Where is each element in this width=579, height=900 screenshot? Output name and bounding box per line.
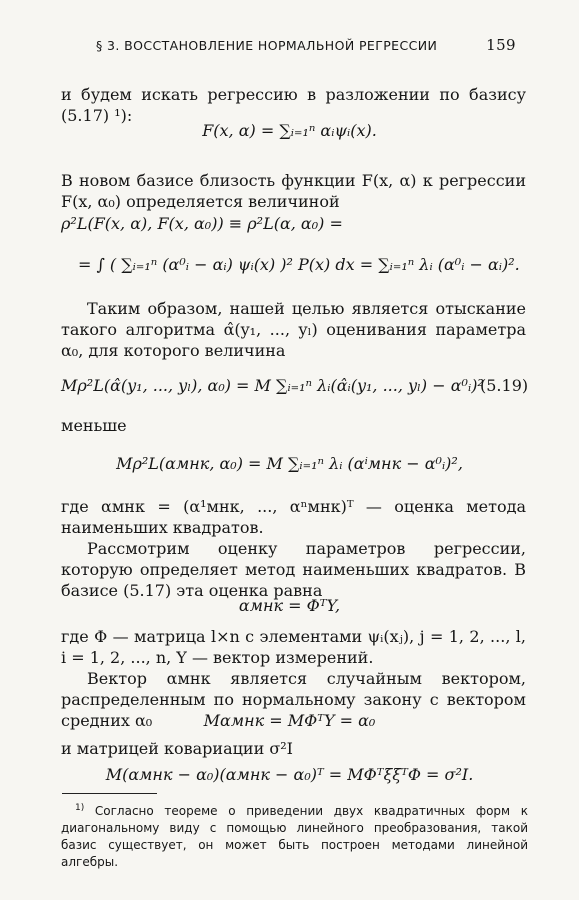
paragraph-7: где Φ — матрица l×n с элементами ψᵢ(xⱼ), j = 1, 2, ..., l, i = 1, 2, ..., n, Y — вектор измерений. xyxy=(61,627,526,667)
formula-least-squares-risk: Mρ²L(αмнк, α₀) = M ∑ᵢ₌₁ⁿ λᵢ (αⁱмнк − α⁰ᵢ)², xyxy=(116,454,463,473)
formula-5-19 xyxy=(61,376,484,395)
formula-covariance: M(αмнк − α₀)(αмнк − α₀)ᵀ = MΦᵀξξᵀΦ = σ²I. xyxy=(105,765,474,784)
paragraph-3: Таким образом, нашей целью является отыскание такого алгоритма α̂(y₁, ..., yₗ) оценивания параметра α₀, для которого величина xyxy=(61,299,526,360)
paragraph-1: и будем искать регрессию в разложении по базису (5.17) ¹): xyxy=(61,85,526,125)
formula-regression-expansion: F(x, α) = ∑ᵢ₌₁ⁿ αᵢψᵢ(x). xyxy=(202,121,377,140)
equation-number: (5.19) xyxy=(480,376,529,395)
formula-lse-estimate: αмнк = ΦᵀY, xyxy=(238,596,341,615)
paragraph-6: Рассмотрим оценку параметров регрессии, которую определяет метод наименьших квадратов. В базисе (5.17) эта оценка равна xyxy=(61,539,526,600)
paragraph-9: и матрицей ковариации σ²I xyxy=(61,739,293,758)
formula-mean: Mαмнк = MΦᵀY = α₀ xyxy=(203,711,376,730)
footnote-marker: 1) xyxy=(75,803,85,813)
formula-distance-expansion: = ∫ ( ∑ᵢ₌₁ⁿ (α⁰ᵢ − αᵢ) ψᵢ(x) )² P(x) dx = ∑ᵢ₌₁ⁿ λᵢ (α⁰ᵢ − αᵢ)². xyxy=(78,255,520,274)
paragraph-8: Вектор αмнк является случайным вектором, распределенным по нормальному закону с вектором средних α₀ xyxy=(61,669,526,730)
footnote-divider xyxy=(62,793,157,794)
paragraph-2: В новом базисе близость функции F(x, α) к регрессии F(x, α₀) определяется величиной xyxy=(61,171,526,211)
paragraph-4: меньше xyxy=(61,416,127,435)
formula-distance-definition: ρ²L(F(x, α), F(x, α₀)) ≡ ρ²L(α, α₀) = xyxy=(61,214,343,233)
paragraph-5: где αмнк = (α¹мнк, ..., αⁿмнк)ᵀ — оценка метода наименьших квадратов. xyxy=(61,497,526,537)
footnote xyxy=(61,800,528,871)
page-number: 159 xyxy=(486,36,516,54)
header-title: § 3. ВОССТАНОВЛЕНИЕ НОРМАЛЬНОЙ РЕГРЕССИИ xyxy=(96,38,438,53)
footnote-text: Согласно теореме о приведении двух квадратичных форм к диагональному виду с помощью линейного преобразования, такой базис существует, он может быть построен методами линейной алгебры. xyxy=(61,804,528,869)
formula-5-19-body: Mρ²L(α̂(y₁, ..., yₗ), α₀) = M ∑ᵢ₌₁ⁿ λᵢ(α̂ᵢ(y₁, ..., yₗ) − α⁰ᵢ)² xyxy=(61,376,484,395)
running-header xyxy=(96,38,516,53)
